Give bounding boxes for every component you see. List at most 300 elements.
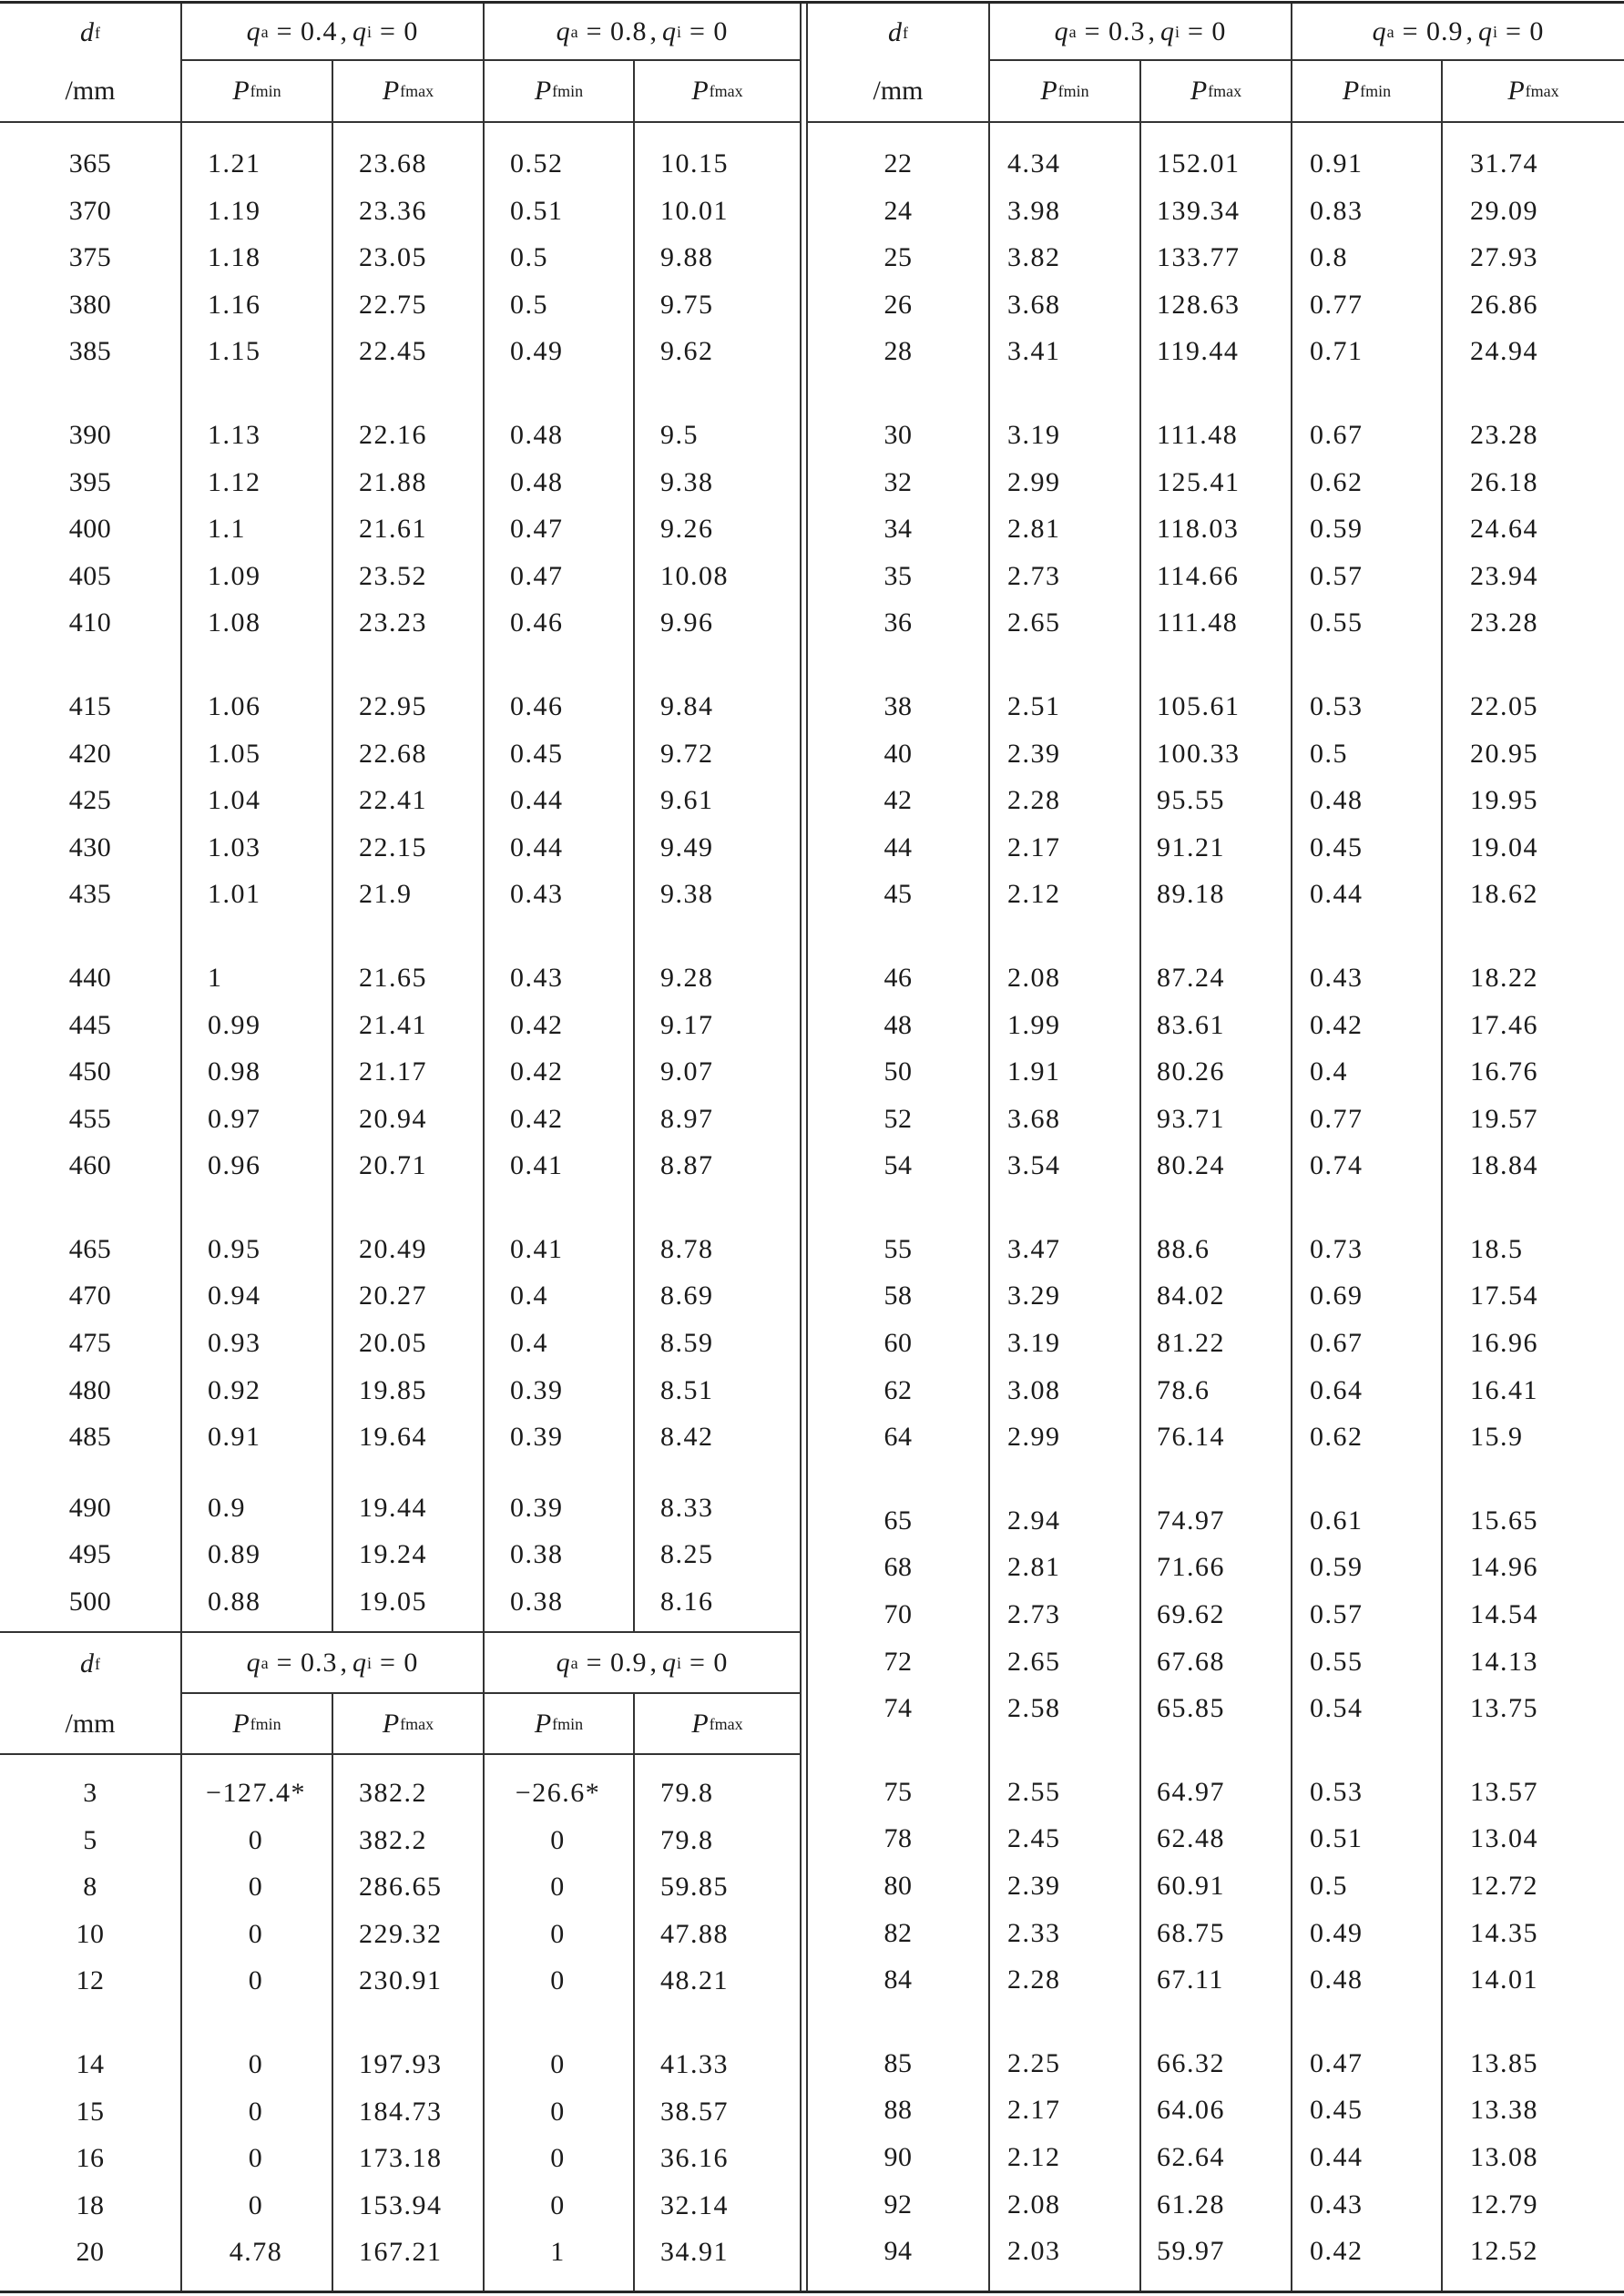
table-row [808, 1910, 1624, 1957]
pfmax-cell: 10.08 [660, 560, 729, 591]
pfmax-cell: 9.88 [660, 242, 714, 273]
pfmax-cell: 61.28 [1157, 2189, 1225, 2219]
pfmax-cell: 71.66 [1157, 1552, 1225, 1583]
label-separator: , [340, 1647, 347, 1678]
load-case-header: q a = 0.8 , q i = 0 [483, 4, 800, 61]
pfmax-cell: 22.75 [359, 289, 427, 320]
pfmax-cell: 9.72 [660, 738, 714, 769]
pfmax-cell: 111.48 [1157, 607, 1239, 638]
pfmin-cell: 0.57 [1310, 560, 1364, 591]
pfmax-cell: 173.18 [359, 2143, 443, 2174]
pfmax-cell: 13.57 [1470, 1776, 1538, 1807]
pfmax-cell: 23.23 [359, 607, 427, 638]
pfmax-cell: 16.76 [1470, 1056, 1538, 1087]
pfmax-cell: 14.01 [1470, 1964, 1538, 1995]
pfmax-cell: 133.77 [1157, 242, 1241, 273]
pfmin-cell: 1.01 [208, 879, 261, 910]
pfmax-cell: 76.14 [1157, 1422, 1225, 1453]
table-row [0, 1485, 800, 1532]
table-row [0, 1320, 800, 1367]
pfmin-cell: 0 [248, 1872, 264, 1903]
table-row [808, 1591, 1624, 1638]
pressure-symbol: P [691, 76, 709, 106]
flow-value-i: = 0 [689, 15, 729, 46]
flow-symbol-a: q [556, 1647, 570, 1678]
pfmax-cell: 100.33 [1157, 738, 1241, 769]
diameter-cell: 60 [883, 1328, 913, 1359]
pfmax-cell: 26.18 [1470, 466, 1538, 497]
diameter-cell: 85 [883, 2047, 913, 2078]
diameter-unit: /mm [65, 76, 116, 106]
row-group [808, 683, 1624, 918]
pfmin-header: P fmin [483, 1694, 633, 1753]
table-row [808, 459, 1624, 506]
table-section [808, 4, 1624, 2291]
pfmin-cell: 0 [550, 2048, 566, 2079]
pfmin-cell: 3.98 [1007, 195, 1061, 226]
pfmin-cell: 0 [550, 1824, 566, 1855]
table-row [808, 871, 1624, 918]
pfmin-cell: 0.62 [1310, 466, 1364, 497]
row-group [808, 412, 1624, 647]
table-row [808, 2134, 1624, 2181]
pfmin-cell: 1.03 [208, 832, 261, 862]
pfmin-cell: 0.95 [208, 1233, 261, 1264]
pfmax-cell: 9.28 [660, 962, 714, 993]
pfmax-cell: 9.84 [660, 690, 714, 721]
pfmax-cell: 17.54 [1470, 1281, 1538, 1311]
table-row [0, 1142, 800, 1189]
diameter-cell: 430 [68, 832, 112, 862]
diameter-cell: 34 [883, 514, 913, 545]
pfmin-cell: 0.43 [510, 962, 564, 993]
diameter-cell: 370 [68, 195, 112, 226]
table-row [0, 1531, 800, 1578]
pfmax-cell: 19.44 [359, 1492, 427, 1523]
pfmax-cell: 95.55 [1157, 785, 1225, 816]
pfmin-cell: 0.91 [208, 1422, 261, 1453]
pfmax-cell: 48.21 [660, 1965, 729, 1996]
pfmin-cell: 4.34 [1007, 148, 1061, 179]
pfmax-cell: 119.44 [1157, 336, 1240, 367]
pfmin-cell: 2.45 [1007, 1823, 1061, 1854]
pfmax-cell: 91.21 [1157, 832, 1225, 862]
pfmax-cell: 9.75 [660, 289, 714, 320]
table-row [808, 954, 1624, 1002]
pfmax-cell: 20.95 [1470, 738, 1538, 769]
table-row [0, 328, 800, 375]
load-case-header: q a = 0.4 , q i = 0 [180, 4, 483, 61]
diameter-symbol: d [888, 16, 902, 47]
pfmax-cell: 9.62 [660, 336, 714, 367]
table-row [0, 1413, 800, 1461]
pfmin-cell: 0.5 [510, 289, 548, 320]
diameter-cell: 8 [83, 1872, 97, 1903]
pfmax-cell: 184.73 [359, 2096, 443, 2127]
diameter-symbol: d [80, 1648, 94, 1679]
pfmax-cell: 9.26 [660, 514, 714, 545]
diameter-cell: 78 [883, 1823, 913, 1854]
pfmax-cell: 23.05 [359, 242, 427, 273]
pfmin-cell: 0.44 [1310, 2141, 1364, 2172]
pfmin-cell: 0.39 [510, 1422, 564, 1453]
pfmax-cell: 24.94 [1470, 336, 1538, 367]
load-case-header: q a = 0.9 , q i = 0 [483, 1633, 800, 1694]
pfmax-cell: 24.64 [1470, 514, 1538, 545]
pfmin-header: P fmin [180, 61, 332, 121]
pfmin-cell: 0.67 [1310, 419, 1364, 450]
pfmin-cell: 2.58 [1007, 1693, 1061, 1724]
pfmax-cell: 19.95 [1470, 785, 1538, 816]
pfmin-header: P fmin [180, 1694, 332, 1753]
pfmin-cell: 0.5 [1310, 738, 1348, 769]
pfmax-cell: 34.91 [660, 2237, 729, 2268]
pfmax-cell: 13.38 [1470, 2095, 1538, 2126]
pfmax-cell: 382.2 [359, 1824, 427, 1855]
diameter-unit: /mm [873, 76, 924, 106]
pfmax-cell: 12.52 [1470, 2236, 1538, 2267]
pfmin-cell: 0.57 [1310, 1599, 1364, 1630]
diameter-cell: 480 [68, 1374, 112, 1405]
flow-symbol-i: q [1159, 15, 1174, 46]
diameter-cell: 470 [68, 1281, 112, 1311]
table-row [0, 2229, 800, 2276]
diameter-cell: 450 [68, 1056, 112, 1087]
pfmin-header: P fmin [483, 61, 633, 121]
pfmin-cell: 0.91 [1310, 148, 1364, 179]
pfmin-cell: 0.44 [1310, 879, 1364, 910]
pfmax-cell: 8.16 [660, 1587, 714, 1617]
row-group [0, 954, 800, 1189]
pfmin-cell: 0.48 [510, 466, 564, 497]
table-row [0, 1957, 800, 2005]
table-row [0, 188, 800, 235]
pfmax-cell: 22.41 [359, 785, 427, 816]
pfmax-cell: 74.97 [1157, 1505, 1225, 1536]
diameter-header-cell [0, 4, 180, 121]
pfmax-cell: 22.16 [359, 419, 427, 450]
pfmax-cell: 8.51 [660, 1374, 714, 1405]
pfmin-cell: 0.46 [510, 607, 564, 638]
diameter-unit: /mm [65, 1708, 116, 1739]
table-row [808, 1862, 1624, 1910]
table-row [808, 1497, 1624, 1545]
pfmax-cell: 8.87 [660, 1150, 714, 1181]
diameter-header-symbol: d f [80, 16, 100, 47]
pfmin-cell: 0.97 [208, 1103, 261, 1134]
flow-symbol-i: q [661, 15, 676, 46]
pfmin-cell: 1.12 [208, 466, 261, 497]
pfmax-cell: 9.96 [660, 607, 714, 638]
pfmin-cell: 0.73 [1310, 1233, 1364, 1264]
pfmax-cell: 67.11 [1157, 1964, 1224, 1995]
pfmin-cell: 0 [248, 2048, 264, 2079]
pfmax-cell: 139.34 [1157, 195, 1241, 226]
pfmax-cell: 17.46 [1470, 1009, 1538, 1040]
pressure-symbol: P [1190, 76, 1208, 106]
diameter-cell: 52 [883, 1103, 913, 1134]
pfmin-header: P fmin [1291, 61, 1441, 121]
pfmax-cell: 36.16 [660, 2143, 729, 2174]
pfmin-cell: 0.98 [208, 1056, 261, 1087]
row-group [808, 1226, 1624, 1461]
diameter-cell: 65 [883, 1505, 913, 1536]
pfmax-cell: 9.07 [660, 1056, 714, 1087]
pfmin-cell: 0.5 [510, 242, 548, 273]
table-row [808, 1048, 1624, 1096]
table-row [0, 140, 800, 188]
diameter-cell: 62 [883, 1374, 913, 1405]
pfmax-cell: 64.97 [1157, 1776, 1225, 1807]
diameter-cell: 35 [883, 560, 913, 591]
pfmin-cell: 3.82 [1007, 242, 1061, 273]
pfmin-cell: 0 [248, 2096, 264, 2127]
table-section [0, 1631, 800, 2291]
pfmax-cell: 83.61 [1157, 1009, 1225, 1040]
diameter-cell: 455 [68, 1103, 112, 1134]
diameter-cell: 36 [883, 607, 913, 638]
label-separator: , [340, 15, 347, 46]
pfmax-cell: 23.52 [359, 560, 427, 591]
flow-symbol-a: q [1054, 15, 1068, 46]
pfmax-cell: 19.24 [359, 1539, 427, 1570]
diameter-cell: 94 [883, 2236, 913, 2267]
diameter-cell: 18 [76, 2189, 105, 2220]
diameter-cell: 55 [883, 1233, 913, 1264]
pfmax-cell: 8.97 [660, 1103, 714, 1134]
pfmin-cell: 0.47 [510, 560, 564, 591]
table-row [808, 1272, 1624, 1320]
diameter-cell: 12 [76, 1965, 105, 1996]
pfmin-cell: 0.48 [1310, 785, 1364, 816]
diameter-cell: 30 [883, 419, 913, 450]
pfmax-cell: 19.04 [1470, 832, 1538, 862]
pfmax-cell: 230.91 [359, 1965, 443, 1996]
table-row [808, 412, 1624, 459]
table-row [808, 1769, 1624, 1816]
pfmax-header: P fmax [332, 61, 483, 121]
diameter-cell: 64 [883, 1422, 913, 1453]
pfmin-cell: 0.59 [1310, 1552, 1364, 1583]
table-row [808, 1320, 1624, 1367]
pfmax-cell: 87.24 [1157, 962, 1225, 993]
table-row [808, 553, 1624, 600]
diameter-cell: 465 [68, 1233, 112, 1264]
table-row [0, 505, 800, 553]
pfmin-cell: 1.16 [208, 289, 261, 320]
diameter-cell: 24 [883, 195, 913, 226]
pfmax-cell: 67.68 [1157, 1646, 1225, 1677]
pfmin-cell: 2.55 [1007, 1776, 1061, 1807]
diameter-cell: 42 [883, 785, 913, 816]
pfmax-cell: 13.75 [1470, 1693, 1538, 1724]
table-row [0, 1002, 800, 1049]
data-table [0, 1, 1624, 2293]
diameter-cell: 380 [68, 289, 112, 320]
pfmin-cell: 0.48 [510, 419, 564, 450]
pfmin-cell: 4.78 [229, 2237, 283, 2268]
table-row [808, 599, 1624, 647]
pfmin-cell: 0.47 [510, 514, 564, 545]
pfmin-cell: 2.94 [1007, 1505, 1061, 1536]
diameter-header-cell [808, 4, 988, 121]
table-row [808, 1685, 1624, 1732]
pfmin-cell: 2.99 [1007, 1422, 1061, 1453]
pfmin-cell: 1.21 [208, 148, 261, 179]
table-body [808, 123, 1624, 2291]
pfmax-cell: 15.9 [1470, 1422, 1524, 1453]
row-group [0, 412, 800, 647]
pfmin-cell: 0.5 [1310, 1871, 1348, 1901]
pfmin-cell: 0.71 [1310, 336, 1364, 367]
pfmin-cell: 0.77 [1310, 1103, 1364, 1134]
pfmin-cell: 0.4 [1310, 1056, 1348, 1087]
diameter-cell: 5 [83, 1824, 97, 1855]
pfmin-cell: 0.43 [510, 879, 564, 910]
pfmax-cell: 88.6 [1157, 1233, 1210, 1264]
pfmax-cell: 38.57 [660, 2096, 729, 2127]
table-row [0, 1578, 800, 1626]
diameter-cell: 68 [883, 1552, 913, 1583]
pfmin-cell: 2.99 [1007, 466, 1061, 497]
pfmin-cell: 0.88 [208, 1587, 261, 1617]
pfmin-cell: 0.42 [510, 1056, 564, 1087]
table-header [0, 1631, 800, 1755]
pfmin-cell: 2.33 [1007, 1917, 1061, 1948]
diameter-cell: 50 [883, 1056, 913, 1087]
diameter-cell: 70 [883, 1599, 913, 1630]
flow-symbol-a: q [246, 1647, 260, 1678]
table-row [808, 234, 1624, 281]
diameter-cell: 20 [76, 2237, 105, 2268]
diameter-cell: 32 [883, 466, 913, 497]
diameter-cell: 48 [883, 1009, 913, 1040]
pfmin-cell: 0.44 [510, 832, 564, 862]
pfmin-cell: 2.03 [1007, 2236, 1061, 2267]
diameter-cell: 75 [883, 1776, 913, 1807]
flow-value-a: = 0.9 [586, 1647, 648, 1678]
label-separator: , [649, 1647, 657, 1678]
diameter-cell: 375 [68, 242, 112, 273]
pfmin-cell: 1.06 [208, 690, 261, 721]
pfmin-header: P fmin [988, 61, 1139, 121]
diameter-header-symbol: d f [888, 16, 908, 47]
pfmax-cell: 59.85 [660, 1872, 729, 1903]
table-row [808, 1413, 1624, 1461]
diameter-cell: 58 [883, 1281, 913, 1311]
pfmin-cell: 3.68 [1007, 289, 1061, 320]
table-body [0, 1755, 800, 2291]
pfmax-cell: 84.02 [1157, 1281, 1225, 1311]
pfmin-cell: 3.08 [1007, 1374, 1061, 1405]
pfmin-cell: 0.89 [208, 1539, 261, 1570]
diameter-cell: 92 [883, 2189, 913, 2219]
table-row [0, 281, 800, 329]
pfmax-cell: 21.9 [359, 879, 413, 910]
pfmax-cell: 60.91 [1157, 1871, 1225, 1901]
label-separator: , [1148, 15, 1155, 46]
table-section [0, 4, 800, 1631]
pfmax-header: P fmax [332, 1694, 483, 1753]
table-row [808, 1544, 1624, 1591]
table-row [0, 1048, 800, 1096]
pfmin-cell: 0.39 [510, 1374, 564, 1405]
pressure-symbol: P [1040, 76, 1057, 106]
pfmax-cell: 8.42 [660, 1422, 714, 1453]
pfmax-cell: 19.64 [359, 1422, 427, 1453]
pfmin-cell: 0.55 [1310, 1646, 1364, 1677]
pfmax-cell: 65.85 [1157, 1693, 1225, 1724]
diameter-cell: 90 [883, 2141, 913, 2172]
table-row [0, 777, 800, 824]
table-row [808, 2040, 1624, 2087]
table-row [808, 683, 1624, 730]
pfmax-cell: 13.85 [1470, 2047, 1538, 2078]
pfmin-cell: −26.6* [515, 1778, 601, 1808]
pfmax-cell: 81.22 [1157, 1328, 1225, 1359]
pfmin-cell: 0 [550, 2189, 566, 2220]
pfmax-cell: 14.96 [1470, 1552, 1538, 1583]
pfmax-cell: 125.41 [1157, 466, 1241, 497]
pfmax-cell: 167.21 [359, 2237, 443, 2268]
pressure-symbol: P [691, 1708, 709, 1739]
table-row [808, 140, 1624, 188]
left-table-panel [0, 4, 802, 2291]
pfmin-cell: 0.9 [208, 1492, 246, 1523]
row-group [0, 2041, 800, 2276]
diameter-cell: 44 [883, 832, 913, 862]
row-group [808, 1769, 1624, 2004]
table-header [0, 4, 800, 123]
pfmax-cell: 152.01 [1157, 148, 1241, 179]
pfmax-cell: 9.17 [660, 1009, 714, 1040]
load-case-header: q a = 0.3 , q i = 0 [988, 4, 1291, 61]
pfmax-cell: 80.24 [1157, 1150, 1225, 1181]
table-row [808, 328, 1624, 375]
table-row [0, 2182, 800, 2230]
diameter-cell: 495 [68, 1539, 112, 1570]
row-group [0, 1770, 800, 2005]
row-group [808, 2040, 1624, 2275]
pfmin-cell: 0.42 [1310, 1009, 1364, 1040]
pfmax-cell: 27.93 [1470, 242, 1538, 273]
table-row [808, 1815, 1624, 1862]
pfmax-cell: 105.61 [1157, 690, 1241, 721]
pfmax-cell: 79.8 [660, 1778, 714, 1808]
diameter-cell: 25 [883, 242, 913, 273]
pfmin-cell: 0 [550, 1918, 566, 1949]
pfmax-cell: 18.84 [1470, 1150, 1538, 1181]
flow-symbol-i: q [352, 15, 366, 46]
right-table-panel [806, 4, 1624, 2291]
diameter-cell: 88 [883, 2095, 913, 2126]
table-row [0, 1863, 800, 1911]
pfmax-cell: 14.54 [1470, 1599, 1538, 1630]
diameter-cell: 395 [68, 466, 112, 497]
flow-value-a: = 0.4 [276, 15, 338, 46]
pfmin-cell: 0 [248, 1918, 264, 1949]
diameter-cell: 490 [68, 1492, 112, 1523]
pfmax-cell: 8.59 [660, 1328, 714, 1359]
diameter-cell: 16 [76, 2143, 105, 2174]
pfmin-cell: 0.96 [208, 1150, 261, 1181]
table-row [808, 2087, 1624, 2134]
table-body [0, 123, 800, 1631]
flow-symbol-a: q [246, 15, 260, 46]
diameter-cell: 15 [76, 2096, 105, 2127]
pfmin-cell: 1 [208, 962, 223, 993]
pfmax-cell: 14.13 [1470, 1646, 1538, 1677]
